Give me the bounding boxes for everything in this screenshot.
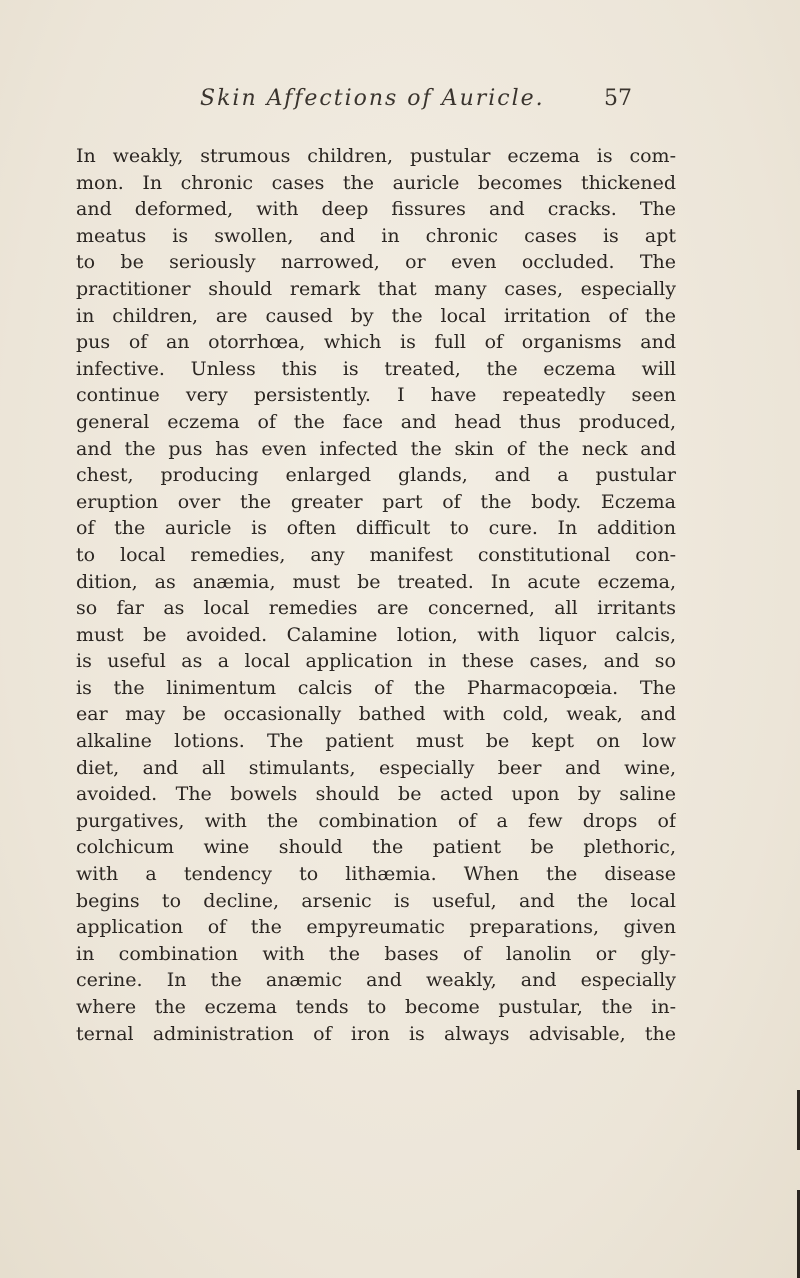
text-line: mon. In chronic cases the auricle becomes thickened [76, 171, 676, 194]
text-line: infective. Unless this is treated, the eczema will [76, 357, 676, 380]
page-header [200, 86, 632, 126]
text-line: with a tendency to lithæmia. When the disease [76, 863, 676, 886]
page-number: 57 [604, 86, 632, 111]
text-line: eruption over the greater part of the body. Eczema [76, 490, 676, 513]
text-line: is useful as a local application in these cases, and so [76, 650, 676, 673]
text-line: general eczema of the face and head thus produced, [76, 410, 676, 433]
body-text [76, 143, 676, 1047]
text-line: to local remedies, any manifest constitutional con- [76, 543, 676, 566]
text-line: of the auricle is often difficult to cure. In addition [76, 517, 676, 540]
text-line: dition, as anæmia, must be treated. In acute eczema, [76, 570, 676, 593]
text-line: is the linimentum calcis of the Pharmacopœia. The [76, 676, 676, 699]
text-line: ternal administration of iron is always advisable, the [76, 1022, 676, 1045]
text-line: In weakly, strumous children, pustular eczema is com- [76, 145, 676, 167]
text-line: cerine. In the anæmic and weakly, and especially [76, 969, 676, 992]
text-line: alkaline lotions. The patient must be kept on low [76, 730, 676, 753]
text-line: ear may be occasionally bathed with cold, weak, and [76, 703, 676, 726]
text-line: purgatives, with the combination of a few drops of [76, 809, 676, 832]
text-line: diet, and all stimulants, especially beer and wine, [76, 756, 676, 779]
text-line: chest, producing enlarged glands, and a pustular [76, 464, 676, 487]
text-line: meatus is swollen, and in chronic cases is apt [76, 224, 676, 247]
text-line: must be avoided. Calamine lotion, with liquor calcis, [76, 623, 676, 646]
text-line: so far as local remedies are concerned, all irritants [76, 597, 676, 620]
text-line: where the eczema tends to become pustular, the in- [76, 996, 676, 1018]
text-line: in combination with the bases of lanolin or gly- [76, 942, 676, 965]
running-head: Skin Affections of Auricle. [200, 86, 545, 111]
text-line: avoided. The bowels should be acted upon by saline [76, 783, 676, 806]
text-line: begins to decline, arsenic is useful, and the local [76, 889, 676, 912]
text-line: in children, are caused by the local irritation of the [76, 304, 676, 327]
text-line: colchicum wine should the patient be plethoric, [76, 836, 676, 859]
text-line: pus of an otorrhœa, which is full of organisms and [76, 331, 676, 354]
text-line: continue very persistently. I have repeatedly seen [76, 384, 676, 407]
text-line: practitioner should remark that many cases, especially [76, 277, 676, 300]
text-line: and deformed, with deep fissures and cracks. The [76, 198, 676, 221]
text-line: application of the empyreumatic preparations, given [76, 916, 676, 939]
text-line: and the pus has even infected the skin of the neck and [76, 437, 676, 460]
text-line: to be seriously narrowed, or even occluded. The [76, 251, 676, 274]
